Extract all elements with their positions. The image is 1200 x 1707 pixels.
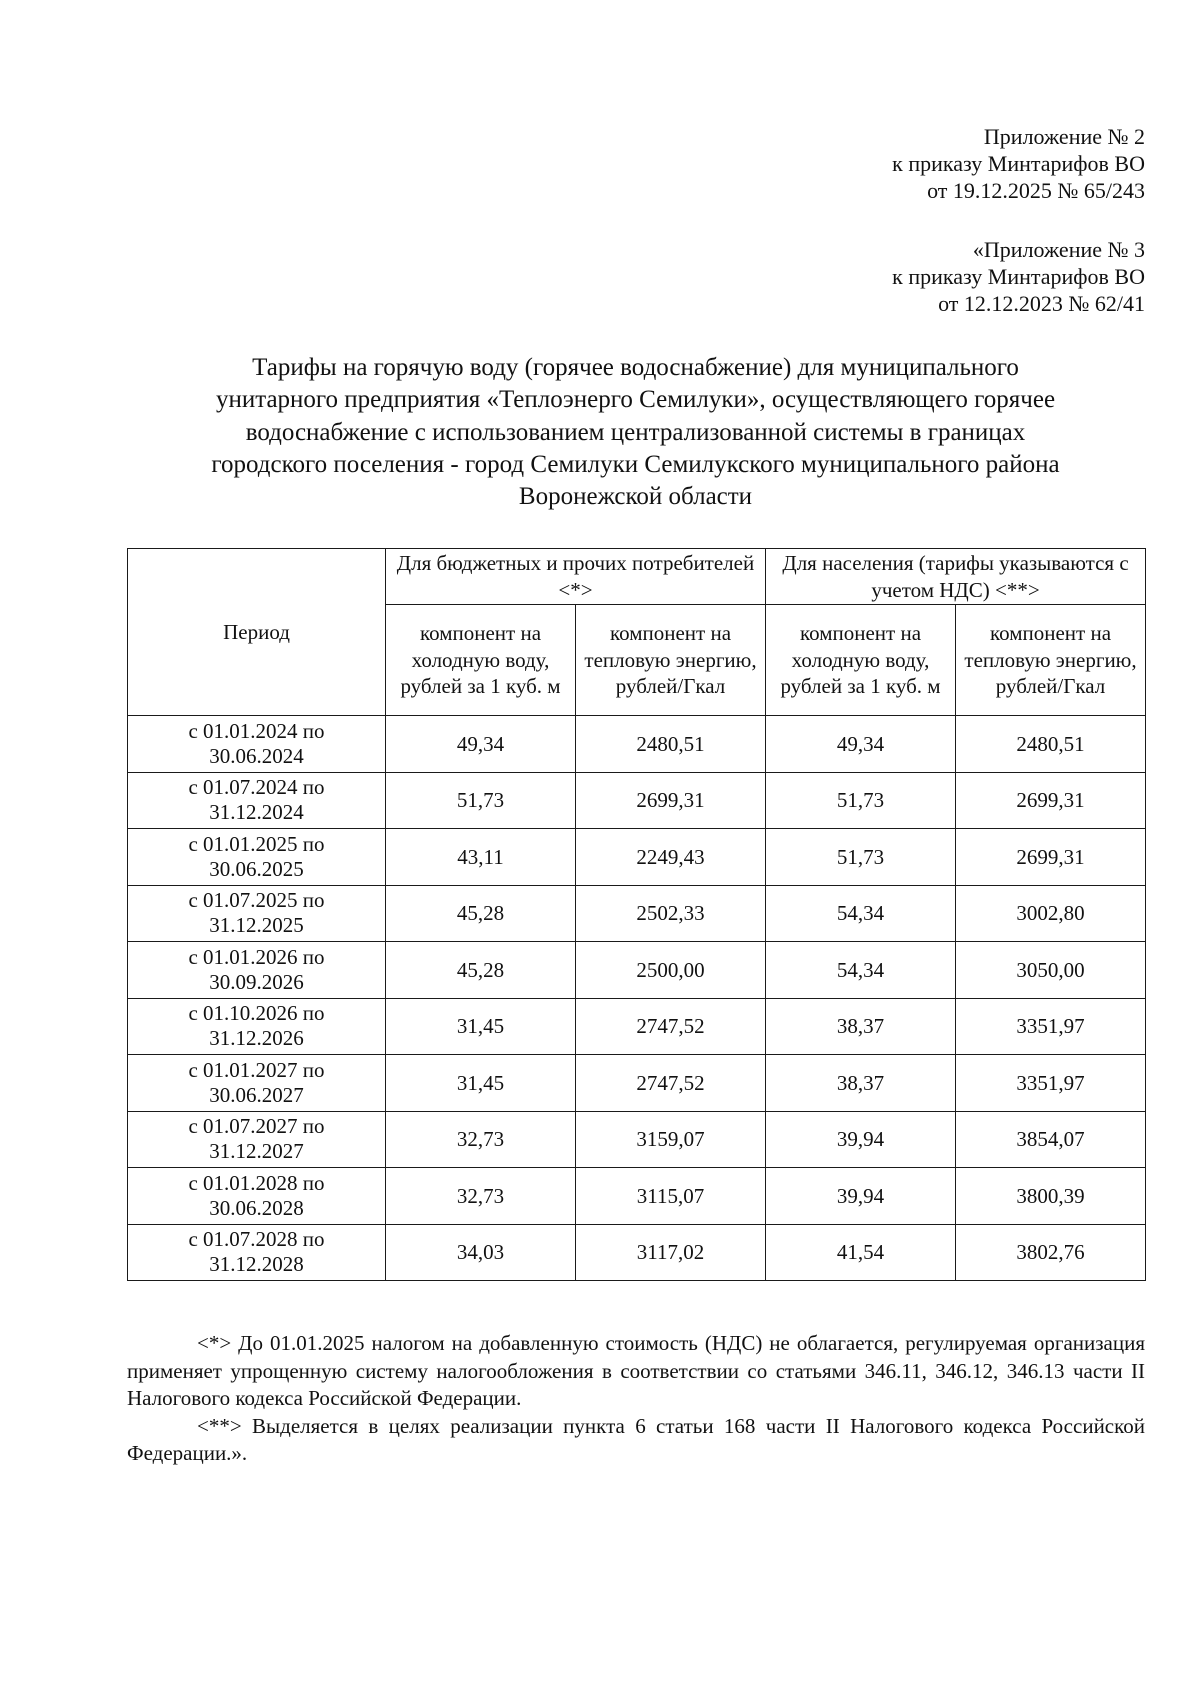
footnotes	[127, 1330, 1145, 1468]
population-heat-energy-value: 2699,31	[956, 772, 1146, 829]
table-row	[128, 829, 1146, 886]
title-line: Тарифы на горячую воду (горячее водоснабжение) для муниципального	[252, 354, 1019, 381]
budget-cold-water-value: 32,73	[386, 1168, 576, 1225]
population-cold-water-value: 54,34	[766, 885, 956, 942]
budget-heat-energy-value: 2747,52	[576, 1055, 766, 1112]
appendix-number: «Приложение № 3	[972, 237, 1145, 262]
title-line: унитарного предприятия «Теплоэнерго Семилуки», осуществляющего горячее	[215, 386, 1056, 414]
budget-heat-energy-value: 2249,43	[576, 829, 766, 886]
budget-cold-water-value: 31,45	[386, 998, 576, 1055]
document-title	[127, 352, 1144, 513]
table-row	[128, 998, 1146, 1055]
population-cold-water-value: 54,34	[766, 942, 956, 999]
population-heat-energy-value: 3351,97	[956, 1055, 1146, 1112]
period-cell	[128, 942, 386, 999]
group-header-population: Для населения (тарифы указываются с учетом НДС) <**>	[766, 549, 1146, 605]
population-cold-water-value: 41,54	[766, 1224, 956, 1281]
table-row	[128, 1111, 1146, 1168]
period-from: с 01.01.2025 по	[188, 831, 325, 856]
budget-heat-energy-value: 2699,31	[576, 772, 766, 829]
budget-cold-water-value: 34,03	[386, 1224, 576, 1281]
population-heat-energy-value: 3002,80	[956, 885, 1146, 942]
period-to: 31.12.2024	[209, 800, 304, 825]
title-line: водоснабжение с использованием централизованной системы в границах	[245, 418, 1026, 446]
column-header-population-cold-water: компонент на холодную воду, рублей за 1 куб. м	[766, 605, 956, 716]
table-row	[128, 1224, 1146, 1281]
period-from: с 01.07.2024 по	[188, 775, 325, 800]
population-cold-water-value: 38,37	[766, 1055, 956, 1112]
budget-heat-energy-value: 3117,02	[576, 1224, 766, 1281]
budget-cold-water-value: 43,11	[386, 829, 576, 886]
column-header-budget-cold-water: компонент на холодную воду, рублей за 1 куб. м	[386, 605, 576, 716]
period-to: 31.12.2028	[209, 1252, 304, 1277]
budget-cold-water-value: 45,28	[386, 885, 576, 942]
period-to: 30.09.2026	[209, 969, 304, 994]
budget-cold-water-value: 45,28	[386, 942, 576, 999]
budget-heat-energy-value: 2747,52	[576, 998, 766, 1055]
budget-cold-water-value: 49,34	[386, 716, 576, 773]
period-cell	[128, 772, 386, 829]
budget-heat-energy-value: 3115,07	[576, 1168, 766, 1225]
table-row	[128, 942, 1146, 999]
budget-cold-water-value: 51,73	[386, 772, 576, 829]
population-heat-energy-value: 2699,31	[956, 829, 1146, 886]
population-heat-energy-value: 3351,97	[956, 998, 1146, 1055]
population-cold-water-value: 51,73	[766, 829, 956, 886]
footnote-single-asterisk: <*> До 01.01.2025 налогом на добавленную стоимость (НДС) не облагается, регулируемая организация применяет упрощенную систему налогообложения в соответствии со статьями 346.11, 346.12, 346.13 части II Налогового кодекса Российской Федерации.	[127, 1331, 1145, 1410]
period-to: 31.12.2026	[209, 1026, 304, 1051]
period-from: с 01.01.2024 по	[188, 718, 325, 743]
footnote-double-asterisk: <**> Выделяется в целях реализации пункта 6 статьи 168 части II Налогового кодекса Российской Федерации.».	[127, 1413, 1146, 1465]
period-cell	[128, 1224, 386, 1281]
column-header-period: Период	[128, 549, 386, 716]
period-from: с 01.01.2028 по	[188, 1170, 325, 1195]
table-row	[128, 716, 1146, 773]
period-from: с 01.07.2025 по	[188, 888, 325, 913]
appendix-reference-amended	[892, 236, 1145, 317]
population-heat-energy-value: 2480,51	[956, 716, 1146, 773]
period-from: с 01.01.2026 по	[188, 944, 325, 969]
group-header-budget: Для бюджетных и прочих потребителей <*>	[386, 549, 766, 605]
period-cell	[128, 1168, 386, 1225]
order-date-number: от 12.12.2023 № 62/41	[938, 291, 1145, 316]
table-row	[128, 1168, 1146, 1225]
table-row	[128, 1055, 1146, 1112]
period-cell	[128, 885, 386, 942]
period-from: с 01.07.2028 по	[188, 1227, 325, 1252]
population-cold-water-value: 49,34	[766, 716, 956, 773]
population-cold-water-value: 51,73	[766, 772, 956, 829]
appendix-number: Приложение № 2	[983, 124, 1145, 149]
population-cold-water-value: 38,37	[766, 998, 956, 1055]
order-date-number: от 19.12.2025 № 65/243	[927, 178, 1145, 203]
period-cell	[128, 829, 386, 886]
period-to: 30.06.2028	[209, 1195, 304, 1220]
period-from: с 01.07.2027 по	[188, 1114, 325, 1139]
period-to: 30.06.2027	[209, 1082, 304, 1107]
period-to: 31.12.2025	[209, 913, 304, 938]
table-row	[128, 885, 1146, 942]
period-cell	[128, 1055, 386, 1112]
budget-cold-water-value: 32,73	[386, 1111, 576, 1168]
column-header-population-heat-energy: компонент на тепловую энергию, рублей/Гкал	[956, 605, 1146, 716]
population-heat-energy-value: 3802,76	[956, 1224, 1146, 1281]
population-cold-water-value: 39,94	[766, 1168, 956, 1225]
tariff-table	[127, 548, 1146, 1281]
period-to: 30.06.2025	[209, 856, 304, 881]
order-reference: к приказу Минтарифов ВО	[892, 264, 1145, 289]
population-cold-water-value: 39,94	[766, 1111, 956, 1168]
table-header-row	[128, 549, 1146, 605]
period-cell	[128, 998, 386, 1055]
period-cell	[128, 1111, 386, 1168]
period-from: с 01.01.2027 по	[188, 1057, 325, 1082]
budget-heat-energy-value: 2502,33	[576, 885, 766, 942]
period-cell	[128, 716, 386, 773]
appendix-reference-current	[892, 123, 1145, 204]
title-line: Воронежской области	[518, 483, 753, 511]
budget-heat-energy-value: 2500,00	[576, 942, 766, 999]
period-to: 30.06.2024	[209, 743, 304, 768]
budget-heat-energy-value: 3159,07	[576, 1111, 766, 1168]
population-heat-energy-value: 3854,07	[956, 1111, 1146, 1168]
title-line: городского поселения - город Семилуки Семилукского муниципального района	[211, 450, 1060, 478]
column-header-budget-heat-energy: компонент на тепловую энергию, рублей/Гкал	[576, 605, 766, 716]
period-to: 31.12.2027	[209, 1139, 304, 1164]
order-reference: к приказу Минтарифов ВО	[892, 151, 1145, 176]
budget-heat-energy-value: 2480,51	[576, 716, 766, 773]
budget-cold-water-value: 31,45	[386, 1055, 576, 1112]
population-heat-energy-value: 3050,00	[956, 942, 1146, 999]
period-from: с 01.10.2026 по	[188, 1001, 325, 1026]
table-row	[128, 772, 1146, 829]
population-heat-energy-value: 3800,39	[956, 1168, 1146, 1225]
